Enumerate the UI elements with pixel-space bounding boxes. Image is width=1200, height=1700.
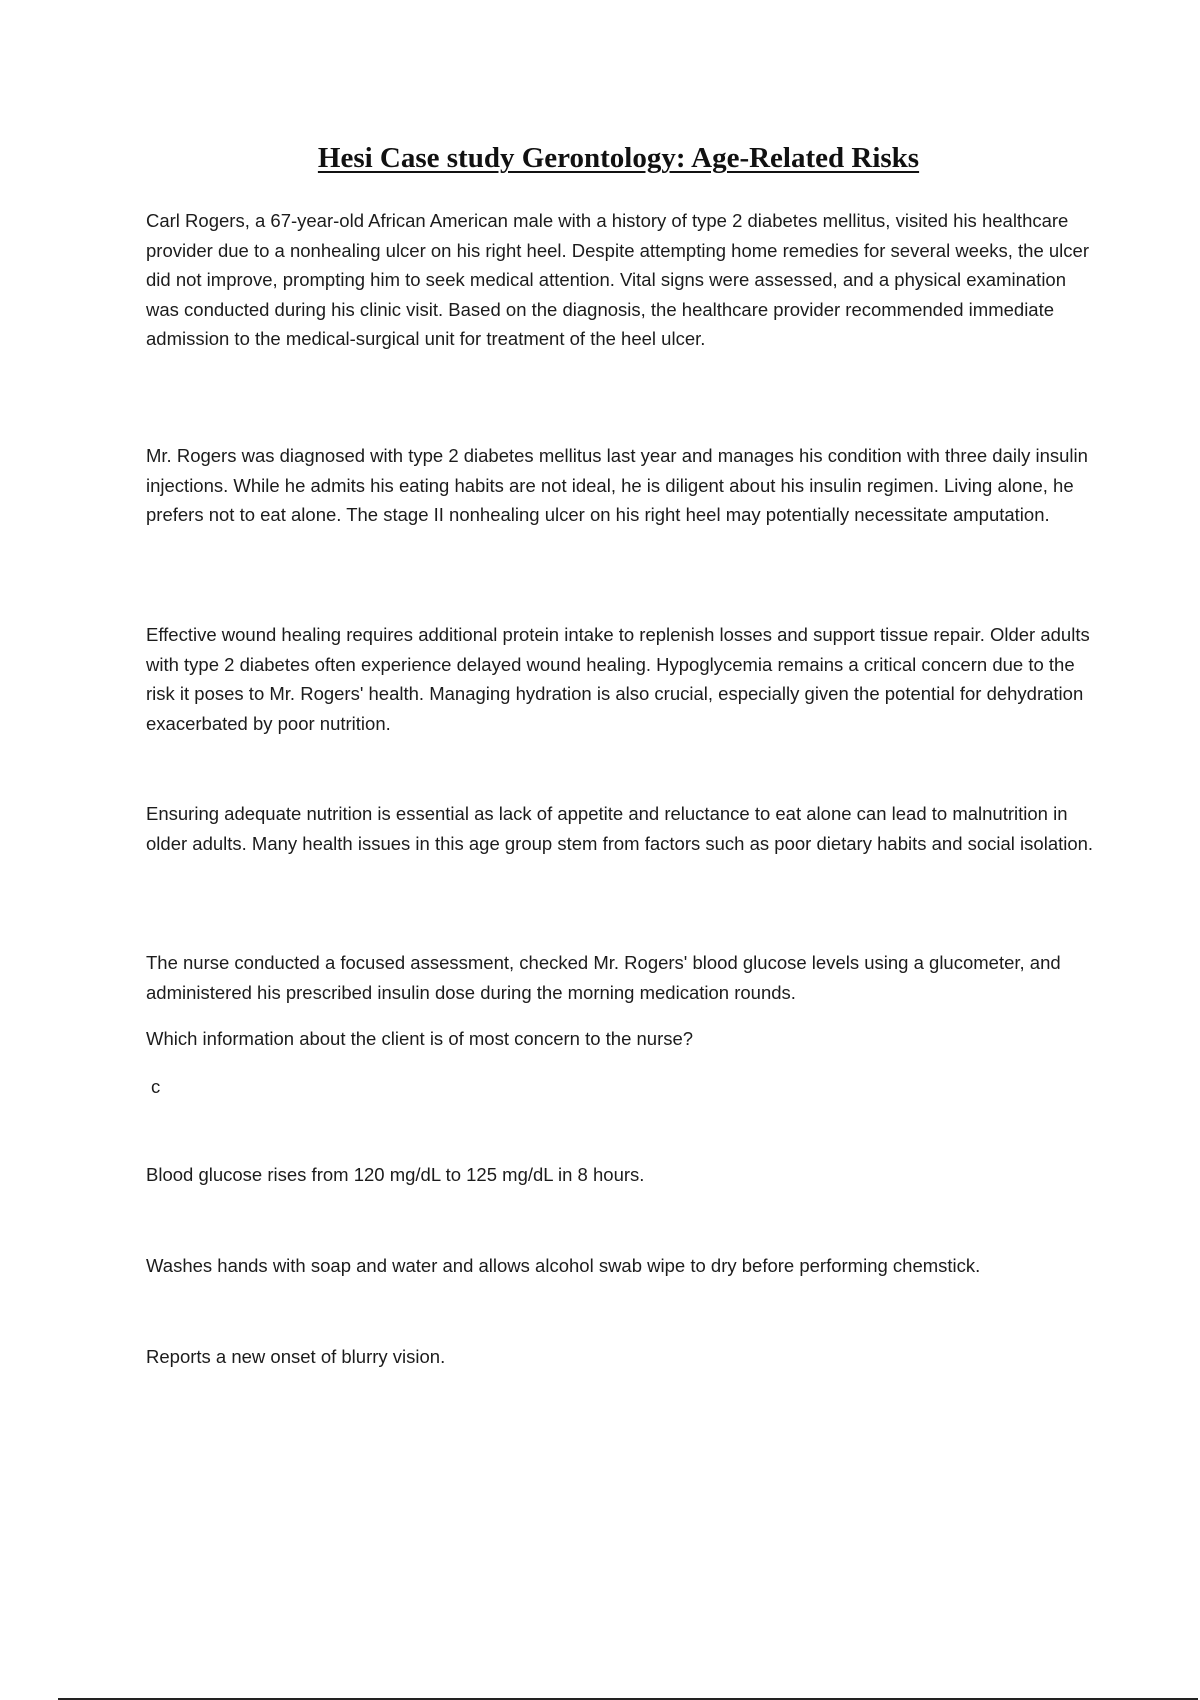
option-blood-glucose: Blood glucose rises from 120 mg/dL to 125 mg/dL in 8 hours. (146, 1164, 645, 1185)
paragraph-assessment: The nurse conducted a focused assessment, checked Mr. Rogers' blood glucose levels using a glucometer, and administered his prescribed insulin dose during the morning medication rounds. (146, 952, 1061, 1003)
paragraph-intro: Carl Rogers, a 67-year-old African American male with a history of type 2 diabetes mellitus, visited his healthcare provider due to a nonhealing ulcer on his right heel. Despite attempting home remedies for several weeks, the ulcer did not improve, prompting him to seek medical attention. Vital signs were assessed, and a physical examination was conducted during his clinic visit. Based on the diagnosis, the healthcare provider recommended immediate admission to the medical-surgical unit for treatment of the heel ulcer. (146, 210, 1089, 349)
document-title: Hesi Case study Gerontology: Age-Related Risks (317, 142, 920, 174)
answer-marker: c (151, 1076, 161, 1097)
question-text: Which information about the client is of most concern to the nurse? (146, 1028, 694, 1049)
option-hand-washing: Washes hands with soap and water and allows alcohol swab wipe to dry before performing chemstick. (146, 1255, 981, 1276)
paragraph-wound-healing: Effective wound healing requires additional protein intake to replenish losses and support tissue repair. Older adults with type 2 diabetes often experience delayed wound healing. Hypoglycemia remains a critical concern due to the risk it poses to Mr. Rogers' health. Managing hydration is also crucial, especially given the potential for dehydration exacerbated by poor nutrition. (146, 624, 1090, 734)
paragraph-diagnosis: Mr. Rogers was diagnosed with type 2 diabetes mellitus last year and manages his condition with three daily insulin injections. While he admits his eating habits are not ideal, he is diligent about his insulin regimen. Living alone, he prefers not to eat alone. The stage II nonhealing ulcer on his right heel may potentially necessitate amputation. (146, 445, 1088, 525)
paragraph-nutrition: Ensuring adequate nutrition is essential as lack of appetite and reluctance to eat alone can lead to malnutrition in older adults. Many health issues in this age group stem from factors such as poor dietary habits and social isolation. (146, 803, 1094, 854)
option-blurry-vision: Reports a new onset of blurry vision. (146, 1346, 446, 1367)
